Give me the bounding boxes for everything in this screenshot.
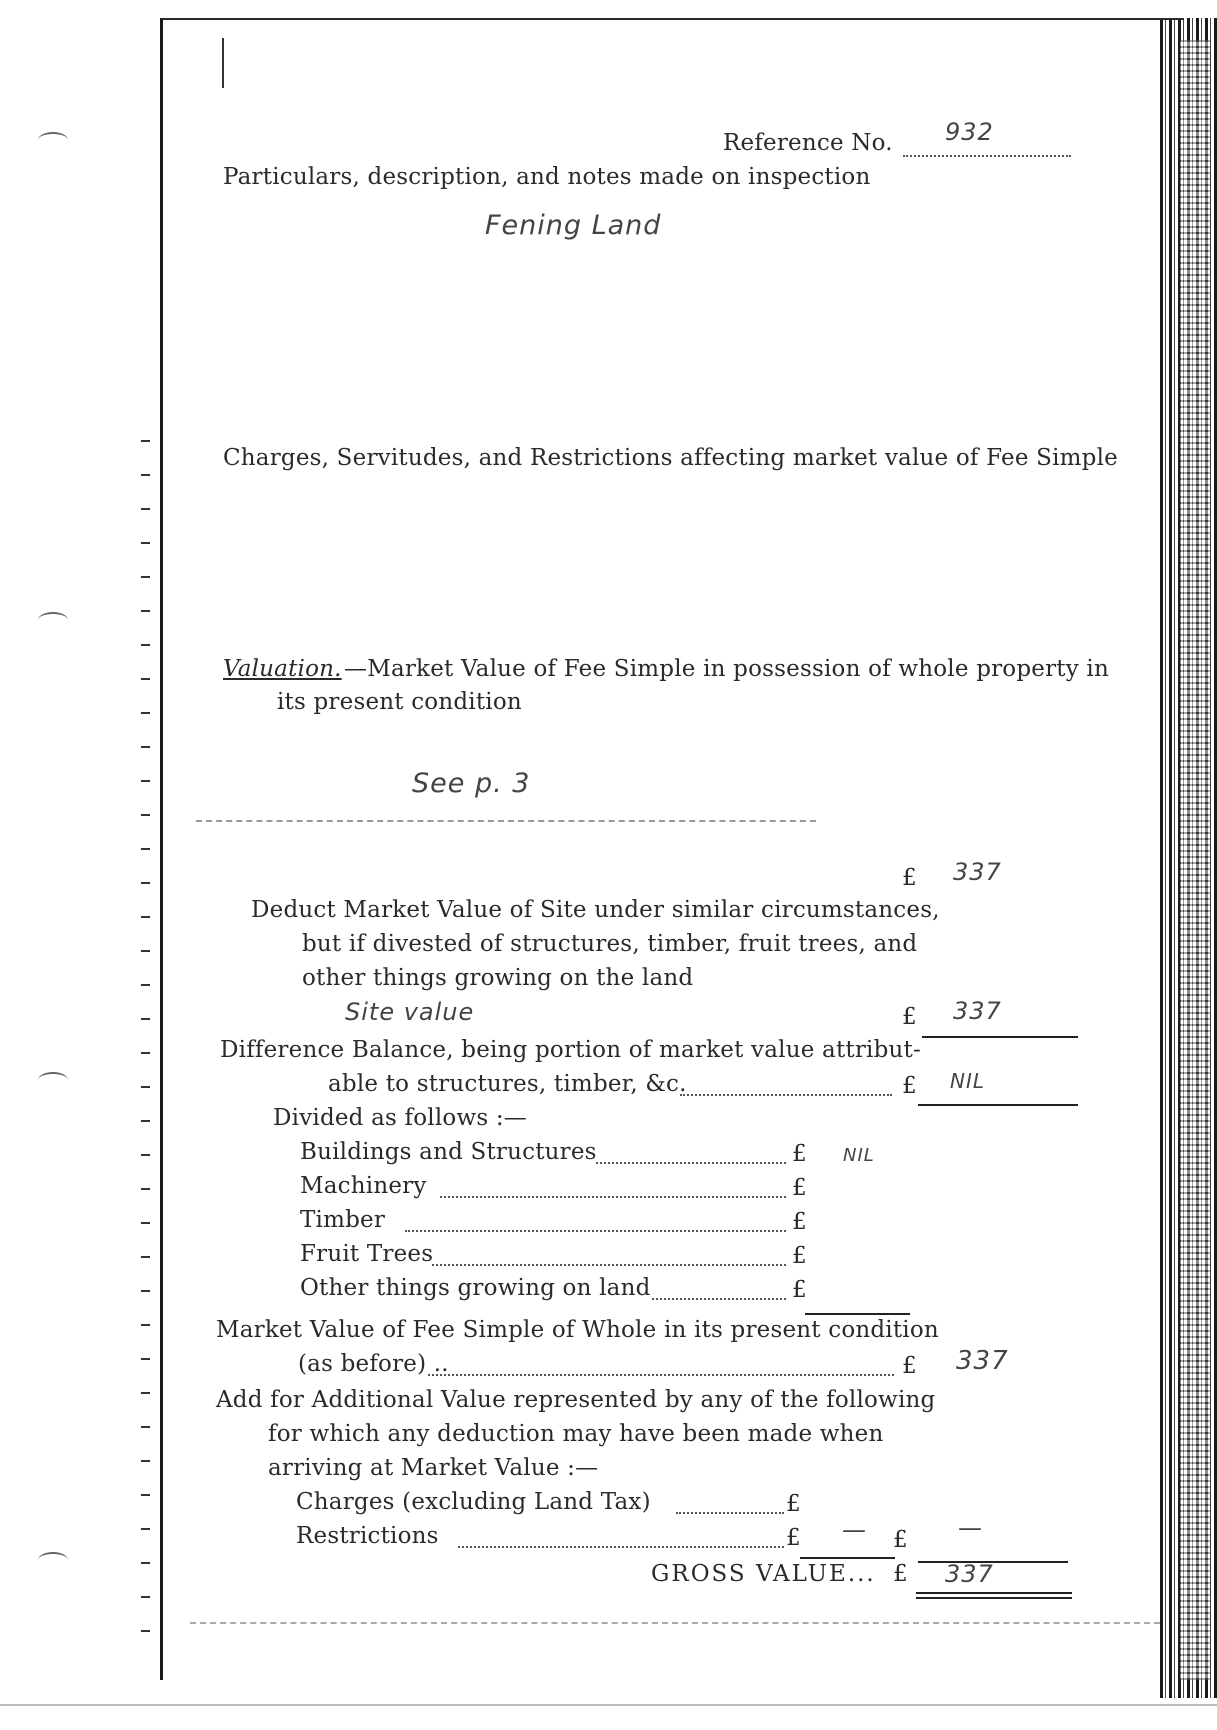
gross-value-double-rule-2: [916, 1597, 1072, 1599]
divided-item-other: Other things growing on land: [300, 1275, 651, 1301]
margin-tick: [141, 1562, 150, 1564]
divided-currency-buildings: £: [792, 1141, 807, 1167]
margin-tick: [141, 950, 150, 952]
market-whole-line2: (as before) ..: [298, 1351, 449, 1377]
additional-total-currency: £: [893, 1527, 908, 1553]
deduct-currency: £: [902, 1004, 917, 1030]
margin-tick: [141, 1528, 150, 1530]
divided-leader-timber: [405, 1230, 786, 1232]
margin-tick: [141, 678, 150, 680]
additional-total-value: —: [958, 1514, 983, 1542]
additional-currency-restrictions: £: [786, 1525, 801, 1551]
margin-tick: [141, 1290, 150, 1292]
additional-leader-restrictions: [458, 1546, 784, 1548]
margin-tick: [141, 916, 150, 918]
margin-tick: [141, 1460, 150, 1462]
deduct-line1: Deduct Market Value of Site under similar circumstances,: [251, 897, 940, 923]
additional-item-restrictions: Restrictions: [296, 1523, 439, 1549]
market-whole-leader: [428, 1374, 894, 1376]
margin-tick: [141, 1630, 150, 1632]
additional-line2: for which any deduction may have been made when: [268, 1421, 884, 1447]
margin-tick: [141, 1120, 150, 1122]
reference-value: 932: [945, 118, 994, 146]
margin-tick: [141, 1494, 150, 1496]
reference-label: Reference No.: [723, 130, 893, 156]
margin-tick: [141, 1426, 150, 1428]
valuation-heading: Valuation.: [223, 656, 342, 682]
margin-tick: [141, 644, 150, 646]
divided-item-machinery: Machinery: [300, 1173, 427, 1199]
gross-value-double-rule-1: [916, 1592, 1072, 1594]
margin-tick: [141, 882, 150, 884]
particulars-note: Fening Land: [485, 210, 662, 241]
additional-leader-charges: [676, 1512, 784, 1514]
footer-separator: [190, 1622, 1160, 1624]
margin-tick: [141, 712, 150, 714]
divided-underline: [805, 1313, 910, 1315]
gross-value: 337: [945, 1560, 994, 1588]
divided-item-buildings: Buildings and Structures: [300, 1139, 597, 1165]
margin-tick: [141, 1052, 150, 1054]
particulars-label: Particulars, description, and notes made on inspection: [223, 164, 871, 190]
difference-underline: [918, 1104, 1078, 1106]
punch-hole-3: [38, 1072, 68, 1088]
punch-hole-4: [38, 1552, 68, 1568]
difference-leader: [680, 1094, 892, 1096]
deduct-note: Site value: [345, 998, 475, 1026]
reference-dotted-line: [903, 155, 1071, 157]
margin-tick: [141, 746, 150, 748]
additional-underline: [800, 1557, 895, 1559]
difference-value: NIL: [950, 1069, 986, 1093]
margin-tick: [141, 814, 150, 816]
margin-tick: [141, 1018, 150, 1020]
additional-item-charges: Charges (excluding Land Tax): [296, 1489, 651, 1515]
margin-tick: [141, 576, 150, 578]
charges-label: Charges, Servitudes, and Restrictions affecting market value of Fee Simple: [223, 445, 1118, 471]
divided-item-fruit-trees: Fruit Trees: [300, 1241, 434, 1267]
divided-label: Divided as follows :—: [273, 1105, 528, 1131]
divided-value-buildings: NIL: [843, 1145, 875, 1166]
margin-tick: [141, 1392, 150, 1394]
margin-tick: [141, 1358, 150, 1360]
binding-edge: [1180, 40, 1210, 1680]
divided-currency-fruit-trees: £: [792, 1243, 807, 1269]
margin-tick: [141, 848, 150, 850]
divided-currency-other: £: [792, 1277, 807, 1303]
margin-tick: [141, 1596, 150, 1598]
divided-currency-timber: £: [792, 1209, 807, 1235]
margin-tick: [141, 1086, 150, 1088]
market-whole-line1: Market Value of Fee Simple of Whole in its present condition: [216, 1317, 939, 1343]
valuation-value: 337: [953, 858, 1002, 886]
valuation-text-line1: —Market Value of Fee Simple in possession of whole property in: [344, 656, 1109, 682]
margin-tick: [141, 1154, 150, 1156]
divided-leader-buildings: [596, 1162, 786, 1164]
valuation-text-line2: its present condition: [277, 689, 522, 715]
divided-leader-other: [652, 1298, 786, 1300]
punch-hole-2: [38, 612, 68, 628]
margin-tick: [141, 508, 150, 510]
market-whole-currency: £: [902, 1353, 917, 1379]
deduct-underline: [922, 1036, 1078, 1038]
difference-line1: Difference Balance, being portion of market value attribut-: [220, 1037, 921, 1063]
margin-tick: [141, 1188, 150, 1190]
additional-value-restrictions: —: [842, 1516, 867, 1544]
divided-item-timber: Timber: [300, 1207, 386, 1233]
margin-tick: [141, 780, 150, 782]
margin-tick: [141, 1324, 150, 1326]
gross-value-label: GROSS VALUE...: [651, 1561, 876, 1587]
margin-tick: [141, 1256, 150, 1258]
margin-tick: [141, 984, 150, 986]
additional-line1: Add for Additional Value represented by any of the following: [216, 1387, 936, 1413]
deduct-line3: other things growing on the land: [302, 965, 694, 991]
market-whole-value: 337: [956, 1346, 1009, 1376]
margin-tick: [141, 474, 150, 476]
margin-tick: [141, 1222, 150, 1224]
divided-leader-machinery: [440, 1196, 786, 1198]
valuation-currency: £: [902, 865, 917, 891]
scan-bottom-rule: [0, 1704, 1217, 1706]
punch-hole-1: [38, 132, 68, 148]
deduct-line2: but if divested of structures, timber, fruit trees, and: [302, 931, 918, 957]
valuation-note: See p. 3: [412, 768, 531, 799]
valuation-separator: [196, 820, 816, 822]
page-top-inner-rule: [222, 38, 226, 88]
divided-leader-fruit-trees: [432, 1264, 786, 1266]
divided-currency-machinery: £: [792, 1175, 807, 1201]
difference-line2: able to structures, timber, &c.: [328, 1071, 687, 1097]
margin-tick: [141, 440, 150, 442]
margin-tick: [141, 610, 150, 612]
deduct-value: 337: [953, 997, 1002, 1025]
additional-currency-charges: £: [786, 1491, 801, 1517]
margin-tick: [141, 542, 150, 544]
additional-line3: arriving at Market Value :—: [268, 1455, 599, 1481]
gross-value-currency: £: [893, 1561, 908, 1587]
difference-currency: £: [902, 1073, 917, 1099]
